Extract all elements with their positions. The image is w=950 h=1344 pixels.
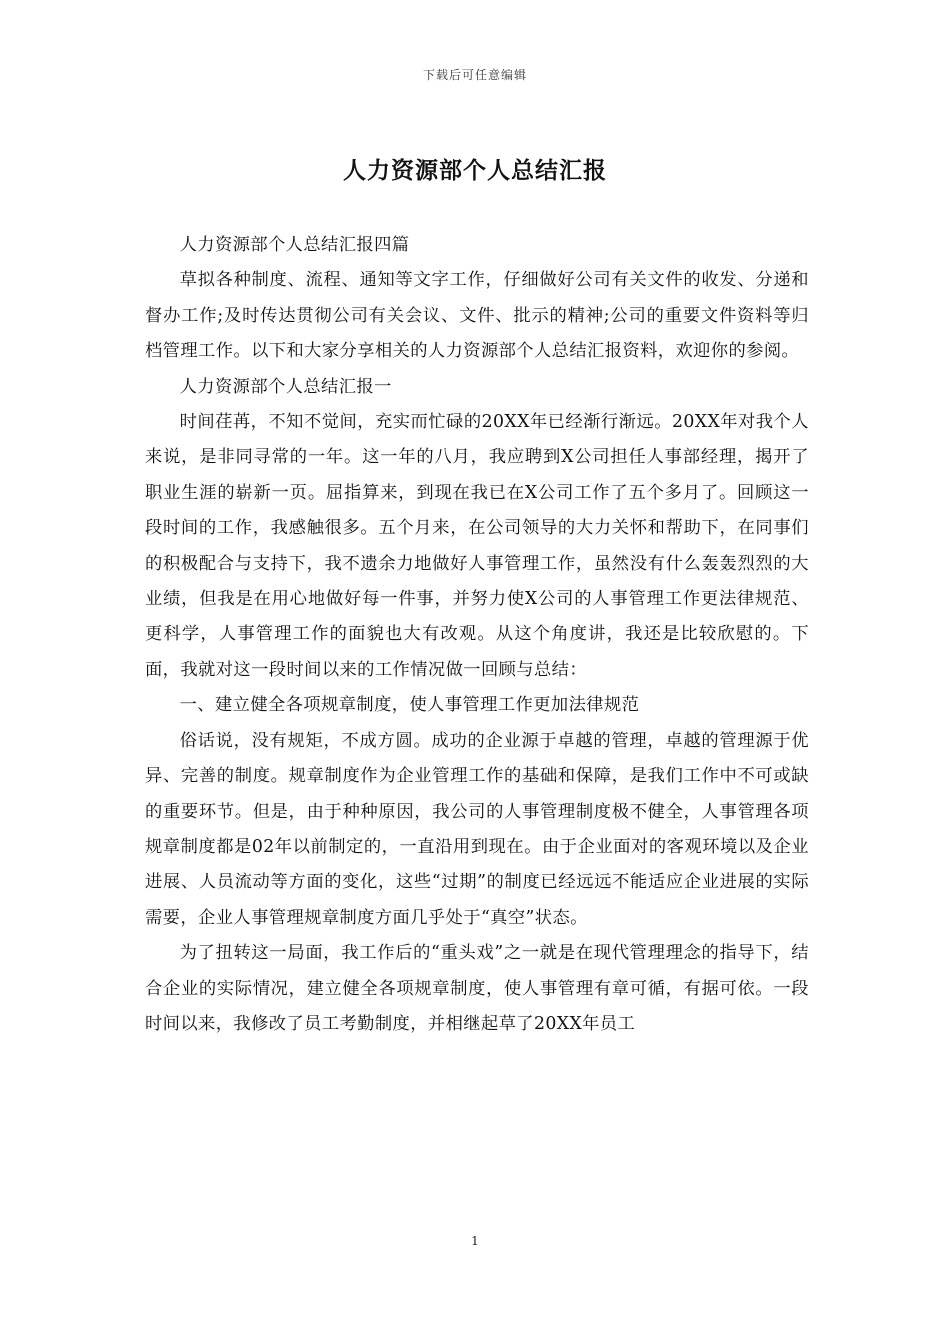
document-title: 人力资源部个人总结汇报 xyxy=(343,157,607,184)
paragraph-review: 时间荏苒，不知不觉间，充实而忙碌的20XX年已经渐行渐远。20XX年对我个人来说，是非同寻常的一年。这一年的八月，我应聘到X公司担任人事部经理，揭开了职业生涯的崭新一页。屈指算来，到现在我已在X公司工作了五个多月了。回顾这一段时间的工作，我感触很多。五个月来，在公司领导的大力关怀和帮助下，在同事们的积极配合与支持下，我不遗余力地做好人事管理工作，虽然没有什么轰轰烈烈的大业绩，但我是在用心地做好每一件事，并努力使X公司的人事管理工作更法律规范、更科学，人事管理工作的面貌也大有改观。从这个角度讲，我还是比较欣慰的。下面，我就对这一段时间以来的工作情况做一回顾与总结： xyxy=(145,412,809,680)
paragraph-reform: 为了扭转这一局面，我工作后的“重头戏”之一就是在现代管理理念的指导下，结合企业的实际情况，建立健全各项规章制度，使人事管理有章可循，有据可依。一段时间以来，我修改了员工考勤制度，并相继起草了20XX年员工 xyxy=(145,943,809,1034)
paragraph-subtitle: 人力资源部个人总结汇报四篇 xyxy=(179,235,410,255)
paragraph-section-heading: 人力资源部个人总结汇报一 xyxy=(179,376,392,397)
paragraph-intro: 草拟各种制度、流程、通知等文字工作，仔细做好公司有关文件的收发、分递和督办工作;及时传达贯彻公司有关会议、文件、批示的精神;公司的重要文件资料等归档管理工作。以下和大家分享相关的人力资源部个人总结汇报资料，欢迎你的参阅。 xyxy=(145,270,809,362)
header-note: 下载后可任意编辑 xyxy=(422,68,527,82)
page-number: 1 xyxy=(471,1234,479,1248)
document-body xyxy=(145,228,809,1042)
paragraph-rules: 俗话说，没有规矩，不成方圆。成功的企业源于卓越的管理，卓越的管理源于优异、完善的制度。规章制度作为企业管理工作的基础和保障，是我们工作中不可或缺的重要环节。但是，由于种种原因，我公司的人事管理制度极不健全，人事管理各项规章制度都是02年以前制定的，一直沿用到现在。由于企业面对的客观环境以及企业进展、人员流动等方面的变化，这些“过期”的制度已经远远不能适应企业进展的实际需要，企业人事管理规章制度方面几乎处于“真空”状态。 xyxy=(145,730,809,928)
paragraph-point-one: 一、建立健全各项规章制度，使人事管理工作更加法律规范 xyxy=(179,695,640,716)
